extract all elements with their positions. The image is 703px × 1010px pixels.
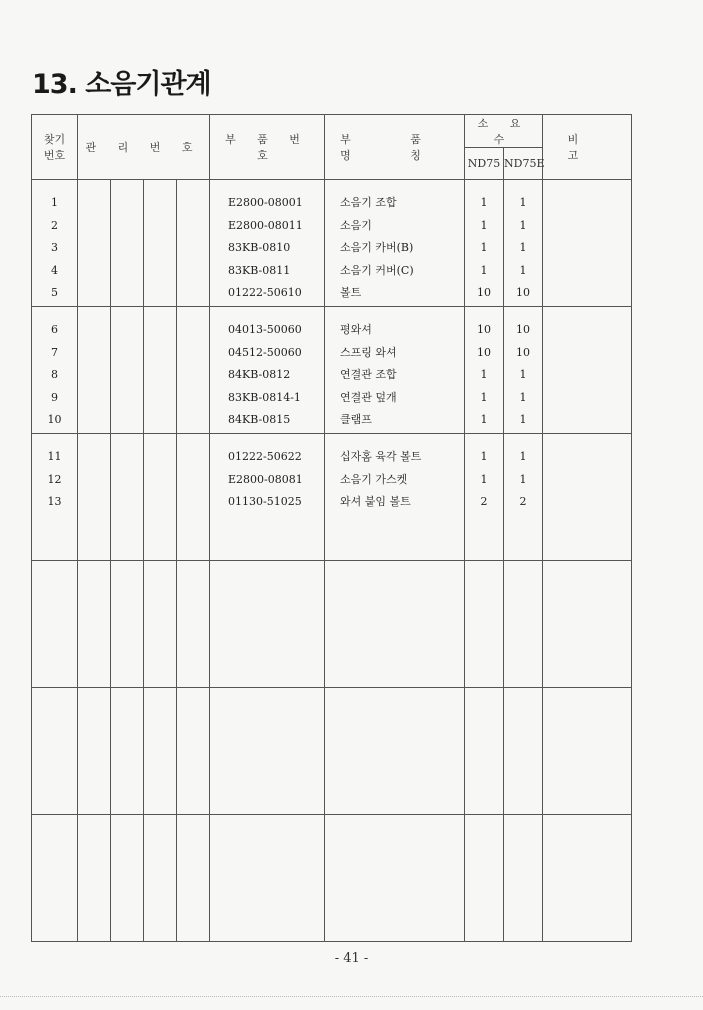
mgmt-no-cell (78, 180, 111, 307)
qty-nd75-cell-value: 1 (480, 241, 488, 255)
table-row-group (32, 815, 632, 942)
table-row-group (32, 561, 632, 688)
header-part-name: 부 품 명 칭 (325, 115, 465, 180)
part-name-cell (325, 688, 465, 815)
qty-nd75e-cell-value: 10 (516, 323, 530, 336)
part-name-cell-value: 스프링 와셔 (340, 345, 397, 359)
qty-nd75e-cell-value: 1 (519, 390, 527, 404)
part-no-cell-value: 04512-50060 (228, 345, 302, 359)
qty-nd75e-cell-value: 1 (519, 218, 527, 232)
qty-nd75-cell-value: 10 (477, 345, 491, 359)
remarks-cell (543, 815, 632, 942)
qty-nd75-cell-value: 2 (480, 495, 488, 509)
mgmt-no-cell (177, 561, 210, 688)
part-name-cell-value: 소음기 (340, 218, 372, 232)
item-no-cell-value: 13 (47, 495, 62, 509)
header-part-no: 부 품 번 호 (210, 115, 325, 180)
qty-nd75-cell (465, 688, 504, 815)
qty-nd75-cell-value: 10 (477, 286, 491, 300)
table-row-group (32, 307, 632, 434)
qty-nd75e-cell (504, 434, 543, 561)
remarks-cell (543, 180, 632, 307)
qty-nd75e-cell-value: 1 (519, 263, 527, 277)
part-no-cell (210, 688, 325, 815)
mgmt-no-cell (144, 434, 177, 561)
item-no-cell-value: 11 (47, 450, 62, 463)
item-no-cell-value: 6 (51, 323, 58, 336)
qty-nd75e-cell (504, 688, 543, 815)
part-no-cell-value: E2800-08001 (228, 196, 303, 209)
item-no-cell (32, 434, 78, 561)
page-number: - 41 - (334, 951, 369, 966)
part-no-cell-value: 01130-51025 (228, 495, 302, 509)
item-no-cell-value: 2 (51, 218, 58, 232)
qty-nd75e-cell (504, 815, 543, 942)
qty-nd75-cell-value: 1 (480, 390, 488, 404)
part-no-cell-value: 04013-50060 (228, 323, 302, 336)
qty-nd75e-cell-value: 1 (519, 450, 527, 463)
part-no-cell-value: 83KB-0810 (228, 241, 291, 255)
qty-nd75e-cell-value: 1 (519, 368, 527, 382)
parts-table (31, 114, 632, 942)
qty-nd75-cell-value: 1 (480, 218, 488, 232)
qty-nd75e-cell-value: 1 (519, 196, 527, 209)
qty-nd75e-cell (504, 307, 543, 434)
page-title: 13. 소음기관계 (32, 69, 211, 100)
table-row-group (32, 434, 632, 561)
part-name-cell-value: 소음기 조합 (340, 196, 397, 209)
header-item-no: 찾기 번호 (32, 115, 78, 180)
page-edge (0, 996, 703, 997)
mgmt-no-cell (111, 307, 144, 434)
mgmt-no-cell (144, 307, 177, 434)
part-name-cell (325, 307, 465, 434)
mgmt-no-cell (177, 180, 210, 307)
part-no-cell-value: 83KB-0811 (228, 263, 291, 277)
mgmt-no-cell (144, 180, 177, 307)
part-name-cell-value: 소음기 가스켓 (340, 472, 408, 486)
table-row-group (32, 180, 632, 307)
item-no-cell-value: 1 (51, 196, 58, 209)
item-no-cell-value: 7 (51, 345, 58, 359)
part-no-cell (210, 561, 325, 688)
part-name-cell (325, 561, 465, 688)
mgmt-no-cell (177, 688, 210, 815)
header-qty-nd75e: ND75E (504, 148, 543, 180)
item-no-cell-value: 9 (51, 390, 58, 404)
remarks-cell (543, 434, 632, 561)
item-no-cell (32, 561, 78, 688)
mgmt-no-cell (111, 815, 144, 942)
item-no-cell-value: 5 (51, 286, 58, 300)
mgmt-no-cell (111, 180, 144, 307)
part-no-cell (210, 434, 325, 561)
qty-nd75e-cell-value: 10 (516, 286, 530, 300)
qty-nd75-cell-value: 1 (480, 368, 488, 382)
part-name-cell (325, 434, 465, 561)
header-qty-nd75: ND75 (465, 148, 504, 180)
remarks-cell (543, 307, 632, 434)
header-mgmt-no: 관 리 번 호 (78, 115, 210, 180)
mgmt-no-cell (144, 815, 177, 942)
qty-nd75-cell-value: 10 (477, 323, 491, 336)
mgmt-no-cell (111, 561, 144, 688)
part-name-cell-value: 와셔 붙임 볼트 (340, 495, 411, 509)
qty-nd75e-cell-value: 1 (519, 413, 527, 427)
qty-nd75e-cell-value: 10 (516, 345, 530, 359)
part-name-cell (325, 815, 465, 942)
part-no-cell-value: 01222-50622 (228, 450, 302, 463)
mgmt-no-cell (78, 688, 111, 815)
mgmt-no-cell (144, 688, 177, 815)
part-no-cell-value: E2800-08011 (228, 218, 303, 232)
part-name-cell-value: 소음기 카버(B) (340, 241, 414, 255)
qty-nd75e-cell-value: 2 (519, 495, 527, 509)
part-name-cell-value: 십자홈 육각 볼트 (340, 450, 422, 463)
part-name-cell-value: 연결관 덮개 (340, 390, 397, 404)
item-no-cell (32, 180, 78, 307)
mgmt-no-cell (78, 815, 111, 942)
part-no-cell-value: 01222-50610 (228, 286, 302, 300)
part-name-cell-value: 볼트 (340, 286, 362, 300)
part-name-cell (325, 180, 465, 307)
qty-nd75-cell (465, 815, 504, 942)
part-name-cell-value: 연결관 조합 (340, 368, 397, 382)
item-no-cell-value: 10 (47, 413, 62, 427)
part-no-cell (210, 180, 325, 307)
mgmt-no-cell (111, 688, 144, 815)
item-no-cell-value: 8 (51, 368, 58, 382)
part-name-cell-value: 소음기 커버(C) (340, 263, 414, 277)
qty-nd75-cell (465, 180, 504, 307)
mgmt-no-cell (177, 307, 210, 434)
qty-nd75e-cell (504, 561, 543, 688)
item-no-cell-value: 12 (47, 472, 62, 486)
header-remarks: 비 고 (543, 115, 632, 180)
qty-nd75-cell-value: 1 (480, 450, 488, 463)
qty-nd75e-cell (504, 180, 543, 307)
mgmt-no-cell (177, 434, 210, 561)
qty-nd75e-cell-value: 1 (519, 472, 527, 486)
part-no-cell-value: E2800-08081 (228, 472, 303, 486)
qty-nd75-cell (465, 307, 504, 434)
item-no-cell (32, 688, 78, 815)
qty-nd75-cell-value: 1 (480, 196, 488, 209)
part-name-cell-value: 평와셔 (340, 323, 372, 336)
mgmt-no-cell (78, 434, 111, 561)
qty-nd75-cell (465, 434, 504, 561)
item-no-cell-value: 4 (51, 263, 58, 277)
qty-nd75-cell (465, 561, 504, 688)
part-no-cell (210, 815, 325, 942)
item-no-cell (32, 815, 78, 942)
item-no-cell (32, 307, 78, 434)
part-no-cell-value: 84KB-0815 (228, 413, 291, 427)
part-name-cell-value: 클램프 (340, 413, 372, 427)
mgmt-no-cell (144, 561, 177, 688)
part-no-cell (210, 307, 325, 434)
part-no-cell-value: 84KB-0812 (228, 368, 291, 382)
header-qty: 소 요 수 (465, 115, 543, 148)
mgmt-no-cell (78, 561, 111, 688)
qty-nd75e-cell-value: 1 (519, 241, 527, 255)
mgmt-no-cell (177, 815, 210, 942)
item-no-cell-value: 3 (51, 241, 58, 255)
qty-nd75-cell-value: 1 (480, 472, 488, 486)
remarks-cell (543, 561, 632, 688)
table-row-group (32, 688, 632, 815)
qty-nd75-cell-value: 1 (480, 413, 488, 427)
mgmt-no-cell (78, 307, 111, 434)
part-no-cell-value: 83KB-0814-1 (228, 390, 301, 404)
remarks-cell (543, 688, 632, 815)
qty-nd75-cell-value: 1 (480, 263, 488, 277)
mgmt-no-cell (111, 434, 144, 561)
